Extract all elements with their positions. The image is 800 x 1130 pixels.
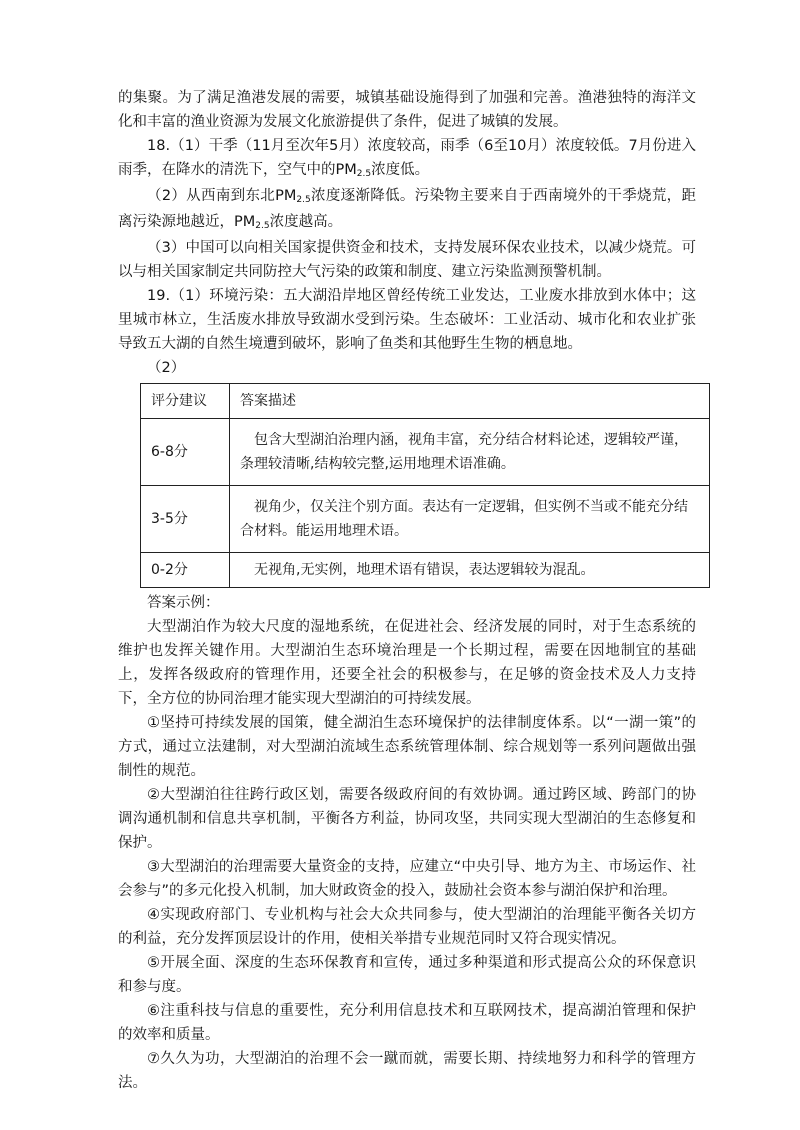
example-paragraph: 大型湖泊作为较大尺度的湿地系统，在促进社会、经济发展的同时，对于生态系统的维护也发挥关键作用。大型湖泊生态环境治理是一个长期过程，需要在因地制宜的基础上，发挥各级政府的管理作用，还要全社会的积极参与，在足够的资金技术及人力支持下，全方位的协同治理才能实现大型湖泊的可持续发展。 [118, 619, 696, 707]
example-point-7: ⑦久久为功，大型湖泊的治理不会一蹴而就，需要长期、持续地努力和科学的管理方法。 [118, 1051, 696, 1091]
q19-part1: 19.（1）环境污染：五大湖沿岸地区曾经传统工业发达，工业废水排放到水体中；这里城市林立，生活废水排放导致湖水受到污染。生态破坏：工业活动、城市化和农业扩张导致五大湖的自然生境遭到破坏，影响了鱼类和其他野生生物的栖息地。 [118, 288, 696, 352]
q18-part3: （3）中国可以向相关国家提供资金和技术，支持发展环保农业技术，以减少烧荒。可以与相关国家制定共同防控大气污染的政策和制度、建立污染监测预警机制。 [118, 240, 696, 280]
paragraph-top: 的集聚。为了满足渔港发展的需要，城镇基础设施得到了加强和完善。渔港独特的海洋文化和丰富的渔业资源为发展文化旅游提供了条件，促进了城镇的发展。 [118, 90, 696, 130]
table-row [141, 419, 710, 486]
scoring-rubric-table [140, 383, 710, 588]
header-description: 答案描述 [230, 384, 710, 419]
q18-part1: 18.（1）干季（11月至次年5月）浓度较高，雨季（6至10月）浓度较低。7月份进入雨季，在降水的清洗下，空气中的PM2.5浓度低。 [118, 138, 696, 179]
description-cell: 无视角,无实例，地理术语有错误，表达逻辑较为混乱。 [230, 553, 710, 588]
header-score: 评分建议 [141, 384, 230, 419]
score-cell: 6-8分 [141, 419, 230, 486]
example-point-4: ④实现政府部门、专业机构与社会大众共同参与，使大型湖泊的治理能平衡各关切方的利益，充分发挥顶层设计的作用，使相关举措专业规范同时又符合现实情况。 [118, 907, 696, 947]
example-point-6: ⑥注重科技与信息的重要性，充分利用信息技术和互联网技术，提高湖泊管理和保护的效率和质量。 [118, 1003, 696, 1043]
description-cell: 视角少，仅关注个别方面。表达有一定逻辑，但实例不当或不能充分结合材料。能运用地理术语。 [230, 486, 710, 553]
q19-part2-label: （2） [147, 360, 186, 376]
example-point-2: ②大型湖泊往往跨行政区划，需要各级政府间的有效协调。通过跨区域、跨部门的协调沟通机制和信息共享机制，平衡各方利益，协同攻坚，共同实现大型湖泊的生态修复和保护。 [118, 787, 696, 851]
score-cell: 3-5分 [141, 486, 230, 553]
answer-example-label: 答案示例： [147, 595, 220, 611]
table-row [141, 553, 710, 588]
example-point-3: ③大型湖泊的治理需要大量资金的支持，应建立“中央引导、地方为主、市场运作、社会参与”的多元化投入机制，加大财政资金的投入，鼓励社会资本参与湖泊保护和治理。 [118, 859, 696, 899]
score-cell: 0-2分 [141, 553, 230, 588]
document-page [118, 86, 696, 1095]
table-row [141, 486, 710, 553]
description-cell: 包含大型湖泊治理内涵，视角丰富，充分结合材料论述，逻辑较严谨，条理较清晰,结构较完整,运用地理术语准确。 [230, 419, 710, 486]
table-header-row [141, 384, 710, 419]
example-point-5: ⑤开展全面、深度的生态环保教育和宣传，通过多种渠道和形式提高公众的环保意识和参与度。 [118, 955, 696, 995]
example-point-1: ①坚持可持续发展的国策，健全湖泊生态环境保护的法律制度体系。以“一湖一策”的方式，通过立法建制，对大型湖泊流域生态系统管理体制、综合规划等一系列问题做出强制性的规范。 [118, 715, 696, 779]
q18-part2: （2）从西南到东北PM2.5浓度逐渐降低。污染物主要来自于西南境外的干季烧荒，距离污染源地越近，PM2.5浓度越高。 [118, 188, 696, 231]
